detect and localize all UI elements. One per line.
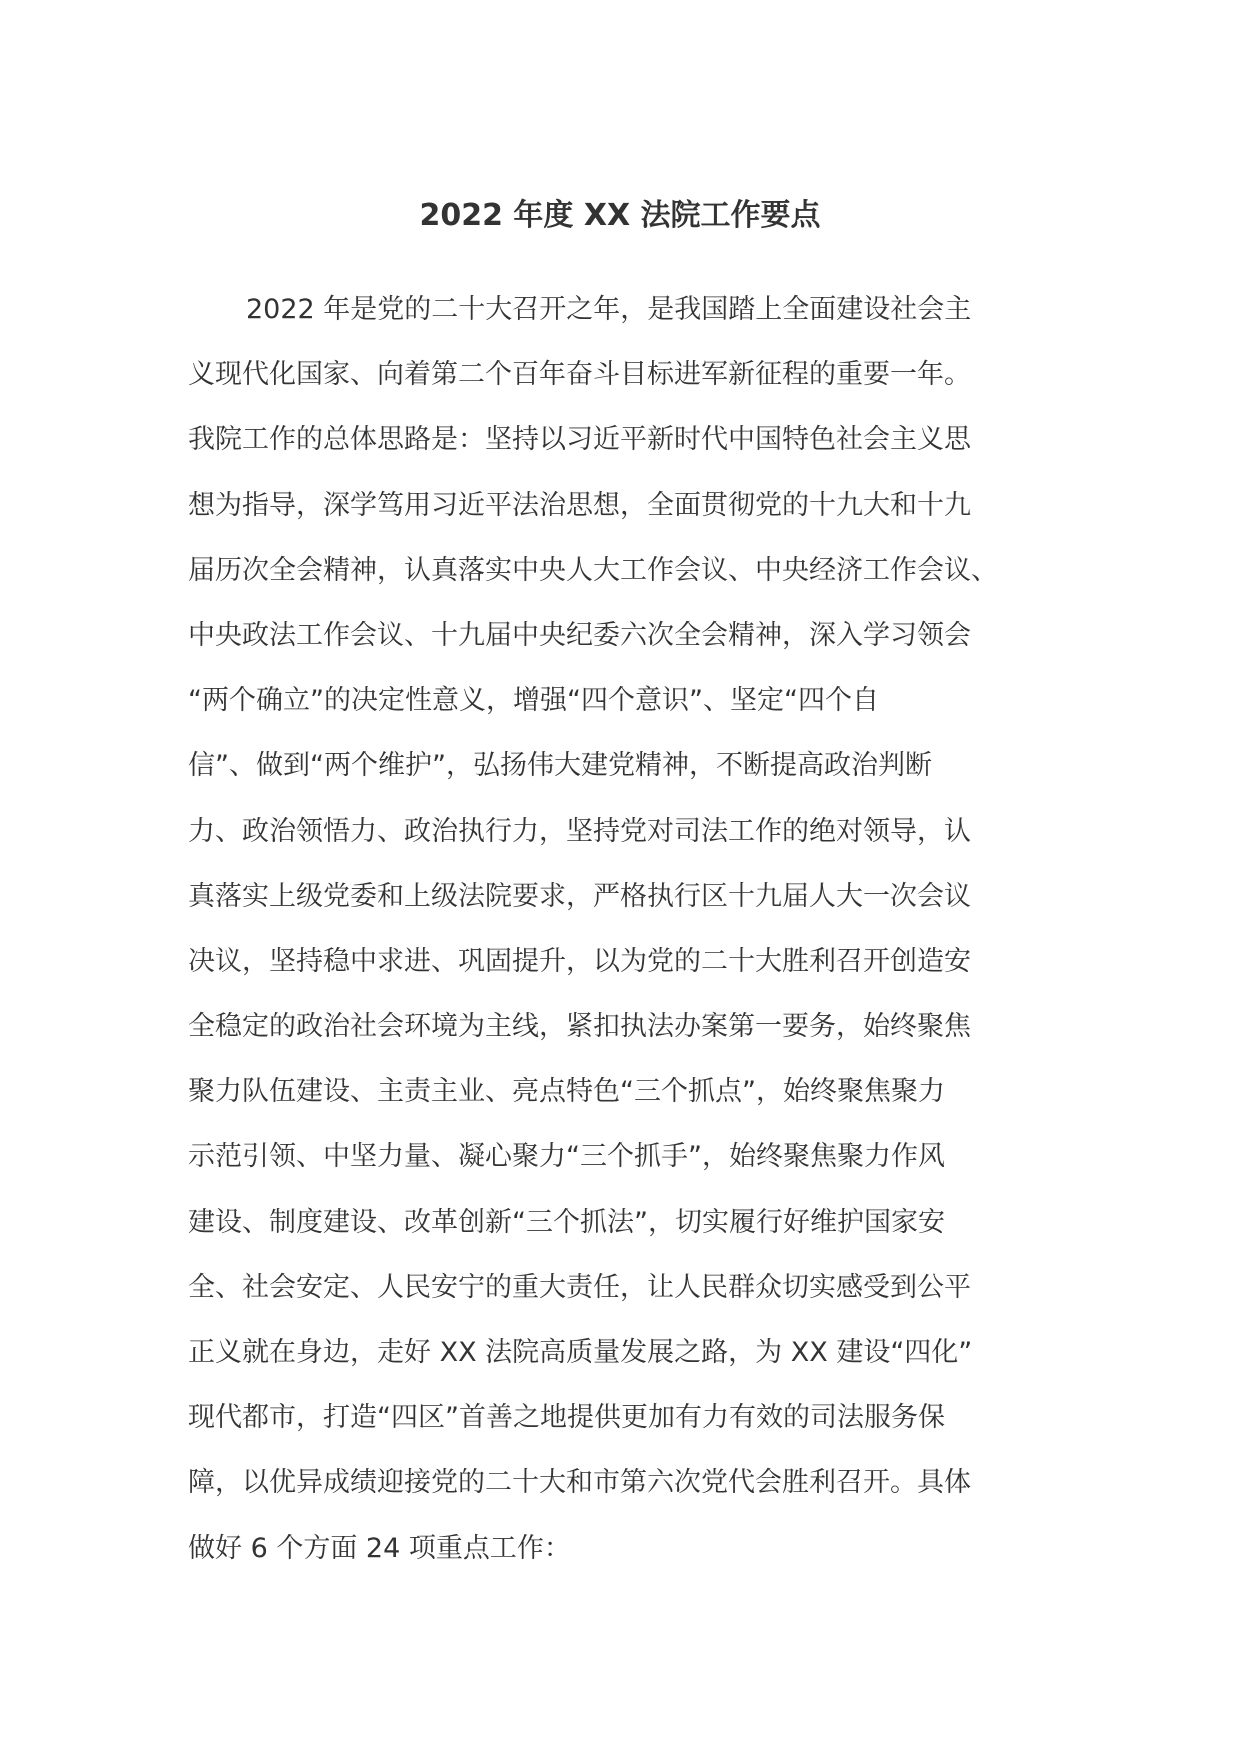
- paragraph-line: 力、政治领悟力、政治执行力，坚持党对司法工作的绝对领导，认: [188, 815, 971, 847]
- paragraph-line: 决议，坚持稳中求进、巩固提升，以为党的二十大胜利召开创造安: [188, 945, 971, 977]
- paragraph-line: 现代都市，打造“四区”首善之地提供更加有力有效的司法服务保: [188, 1402, 945, 1434]
- paragraph-line: 2022 年是党的二十大召开之年，是我国踏上全面建设社会主: [246, 294, 972, 325]
- body-paragraph: [188, 286, 1048, 1590]
- paragraph-line: 义现代化国家、向着第二个百年奋斗目标进军新征程的重要一年。: [188, 359, 971, 391]
- paragraph-line: 全稳定的政治社会环境为主线，紧扣执法办案第一要务，始终聚焦: [188, 1011, 971, 1043]
- paragraph-line: “两个确立”的决定性意义，增强“四个意识”、坚定“四个自: [188, 685, 879, 717]
- paragraph-line: 正义就在身边，走好 XX 法院高质量发展之路，为 XX 建设“四化”: [188, 1337, 973, 1368]
- paragraph-line: 我院工作的总体思路是：坚持以习近平新时代中国特色社会主义思: [188, 424, 971, 456]
- paragraph-line: 示范引领、中坚力量、凝心聚力“三个抓手”，始终聚焦聚力作风: [188, 1141, 945, 1173]
- paragraph-line: 建设、制度建设、改革创新“三个抓法”，切实履行好维护国家安: [188, 1206, 945, 1238]
- document-title: 2022 年度 XX 法院工作要点: [419, 198, 821, 233]
- paragraph-line: 想为指导，深学笃用习近平法治思想，全面贯彻党的十九大和十九: [188, 489, 971, 521]
- paragraph-line: 障，以优异成绩迎接党的二十大和市第六次党代会胜利召开。具体: [188, 1467, 971, 1499]
- paragraph-line: 届历次全会精神，认真落实中央人大工作会议、中央经济工作会议、: [188, 554, 998, 586]
- paragraph-line: 真落实上级党委和上级法院要求，严格执行区十九届人大一次会议: [188, 880, 971, 912]
- paragraph-line: 聚力队伍建设、主责主业、亮点特色“三个抓点”，始终聚焦聚力: [188, 1076, 945, 1108]
- paragraph-line: 信”、做到“两个维护”，弘扬伟大建党精神，不断提高政治判断: [188, 750, 932, 782]
- paragraph-line: 中央政法工作会议、十九届中央纪委六次全会精神，深入学习领会: [188, 619, 971, 651]
- paragraph-line: 全、社会安定、人民安宁的重大责任，让人民群众切实感受到公平: [188, 1271, 971, 1303]
- paragraph-line: 做好 6 个方面 24 项重点工作：: [188, 1532, 571, 1564]
